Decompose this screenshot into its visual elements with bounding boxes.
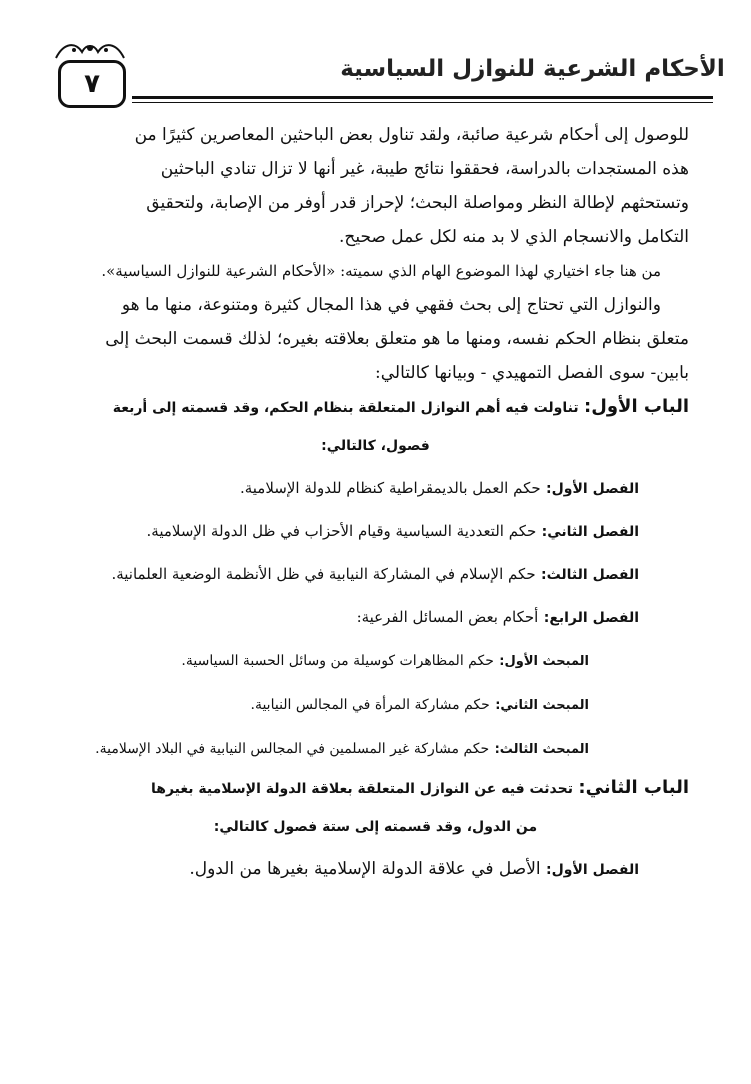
part-2-heading — [62, 771, 689, 806]
section-label: المبحث الثاني: — [495, 698, 589, 713]
running-header-title: الأحكام الشرعية للنوازل السياسية — [340, 56, 725, 82]
section-item — [62, 727, 689, 771]
chapter-item — [62, 848, 689, 891]
section-label: المبحث الثالث: — [494, 742, 589, 757]
section-text: حكم مشاركة غير المسلمين في المجالس النيابية في البلاد الإسلامية. — [95, 741, 490, 757]
title-statement: من هنا جاء اختياري لهذا الموضوع الهام الذي سميته: «الأحكام الشرعية للنوازل السياسية». — [101, 262, 661, 280]
part-1-text-cont: فصول، كالتالي: — [321, 438, 430, 454]
body-line: متعلق بنظام الحكم نفسه، ومنها ما هو متعلق بعلاقته بغيره؛ لذلك قسمت البحث إلى — [105, 329, 689, 349]
chapter-label: الفصل الأول: — [546, 862, 639, 878]
part-2-text-cont: من الدول، وقد قسمته إلى ستة فصول كالتالي: — [213, 819, 538, 835]
page-number: ٧ — [84, 69, 100, 99]
body-line: للوصول إلى أحكام شرعية صائبة، ولقد تناول بعض الباحثين المعاصرين كثيرًا من — [134, 125, 689, 145]
body-line: وتستحثهم لإطالة النظر ومواصلة البحث؛ لإحراز قدر أوفر من الإصابة، ولتحقيق — [146, 193, 689, 213]
chapter-label: الفصل الثالث: — [541, 567, 639, 583]
header-rule-thin — [132, 102, 713, 103]
chapter-text: حكم الإسلام في المشاركة النيابية في ظل الأنظمة الوضعية العلمانية. — [111, 565, 536, 583]
chapter-item — [62, 467, 689, 510]
chapter-text: حكم العمل بالديمقراطية كنظام للدولة الإسلامية. — [239, 479, 541, 497]
chapter-item — [62, 596, 689, 639]
body-line: بابين- سوى الفصل التمهيدي - وبيانها كالتالي: — [375, 363, 689, 383]
body-line: هذه المستجدات بالدراسة، فحققوا نتائج طيبة، غير أنها لا تزال تنادي الباحثين — [160, 159, 689, 179]
page-number-ornament-icon — [50, 40, 130, 62]
chapter-item — [62, 553, 689, 596]
part-2-text: تحدثت فيه عن النوازل المتعلقة بعلاقة الدولة الإسلامية بغيرها — [150, 781, 573, 797]
body-line: والنوازل التي تحتاج إلى بحث فقهي في هذا المجال كثيرة ومتنوعة، منها ما هو — [121, 295, 661, 315]
chapter-label: الفصل الرابع: — [543, 610, 639, 626]
part-1-label: الباب الأول: — [584, 396, 689, 417]
section-text: حكم المظاهرات كوسيلة من وسائل الحسبة السياسية. — [181, 653, 494, 669]
chapter-label: الفصل الثاني: — [541, 524, 639, 540]
section-text: حكم مشاركة المرأة في المجالس النيابية. — [250, 697, 490, 713]
chapter-text: حكم التعددية السياسية وقيام الأحزاب في ظل الدولة الإسلامية. — [146, 522, 537, 540]
page-body — [62, 118, 689, 891]
part-1-heading — [62, 390, 689, 425]
section-item — [62, 683, 689, 727]
header-rule-thick — [132, 96, 713, 99]
part-2-label: الباب الثاني: — [578, 777, 689, 798]
chapter-label: الفصل الأول: — [546, 481, 639, 497]
part-1-text: تناولت فيه أهم النوازل المتعلقة بنظام الحكم، وقد قسمته إلى أربعة — [112, 400, 579, 416]
chapter-item — [62, 510, 689, 553]
section-item — [62, 639, 689, 683]
page-number-badge — [58, 60, 126, 108]
chapter-text: أحكام بعض المسائل الفرعية: — [356, 608, 539, 626]
chapter-text: الأصل في علاقة الدولة الإسلامية بغيرها من الدول. — [189, 859, 541, 879]
section-label: المبحث الأول: — [499, 654, 589, 669]
body-line: التكامل والانسجام الذي لا بد منه لكل عمل صحيح. — [338, 227, 689, 247]
